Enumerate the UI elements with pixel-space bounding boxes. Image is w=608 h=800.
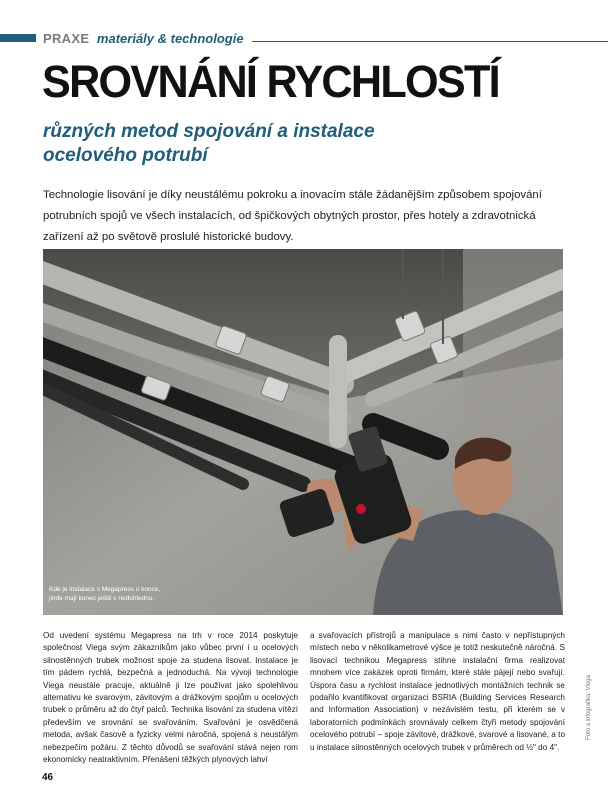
installer-photo-illustration [43,249,563,615]
article-subtitle: různých metod spojování a instalace ocelového potrubí [43,121,375,166]
section-header [43,31,244,46]
photo-caption: Kde je instalace s Megapress u konce, jinde mají konec ještě v nedohlednu. [49,586,161,602]
photo-credit: Foto a infografika: Viega [586,675,592,740]
body-column-left: Od uvedení systému Megapress na trh v roce 2014 poskytuje společnost Viega svým zákazníkům jako vůbec první i u ocelových silnostěnných trubek možnost spoje za studena lisovat. Instalace je tím pádem rychlá, bezpečná a jednoduchá. Na vývoji technologie Viega neustále pracuje, aktuálně ji lze používat jako spolehlivou alternativu ke svarovým, závitovým a drážkovým spojům u ocelových trubek o průměru až do čtyř palců. Technika lisování za studena vítězí především ve srovnání se svařováním. Svařování je osvědčená metoda, avšak časově a fyzicky velmi náročná, spojená s neustálým nebezpečím požáru. Z těchto důvodů se svařování stává nejen rom ekonomicky neatraktivním. Přenášení těžkých plynových lahví [43,631,298,765]
section-label: PRAXE [43,31,90,46]
article-photo [43,249,563,615]
header-rule [252,41,608,42]
article-lead: Technologie lisování je díky neustálému pokroku a inovacím stále žádanějším způsobem spojování potrubních spojů ve všech instalacích, od špičkových obytných prostor, přes hotely a zdravotnická zařízení až po světově proslulé historické budovy. [43,189,542,243]
header-accent-bar [0,34,36,42]
body-column-right: a svařovacích přístrojů a manipulace s nimi často v nepřístupných místech nebo v několikametrové výšce je totiž neskutečně náročná. S lisovací technikou Megapress stihne instalační firma realizovat mnohem více zakázek oproti firmám, které stále pájejí nebo svařují. Úspora času a rychlost instalace jednotlivých montážních technik se podařilo kvantifikovat organizaci BSRIA (Building Services Research and Information Association) v nezávislém testu, při kterém se v laboratorních podmínkách srovnávaly celkem čtyři metody spojování ocelového potrubí – spoje závitové, drážkové, svarové a lisované, a to u instalace silnostěnných ocelových trubek v průměrech od ½" do 4". [310,631,565,752]
article-title: SROVNÁNÍ RYCHLOSTÍ [42,56,499,107]
topic-label: materiály & technologie [96,31,244,46]
page-number: 46 [42,772,54,783]
